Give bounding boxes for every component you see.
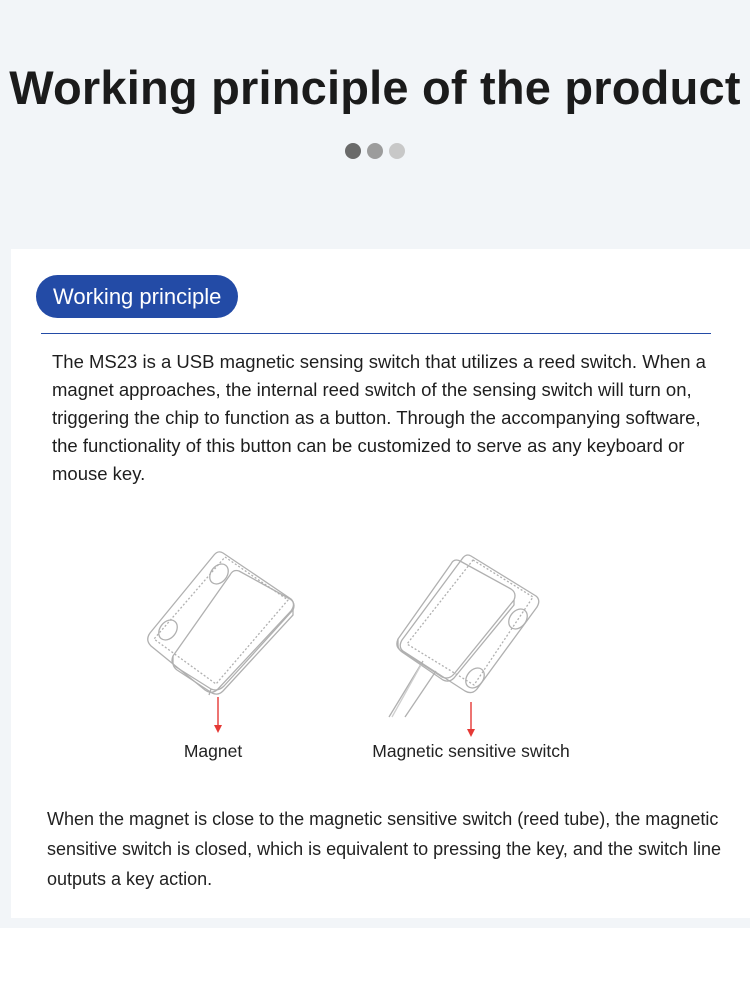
decorative-dots xyxy=(0,143,750,159)
magnet-label: Magnet xyxy=(183,741,243,761)
arrow-icon xyxy=(214,697,222,733)
switch-label: Magnetic sensitive switch xyxy=(372,741,570,761)
section-divider xyxy=(41,333,711,334)
page-title: Working principle of the product xyxy=(9,61,741,114)
dot-icon xyxy=(367,143,383,159)
content-card xyxy=(11,249,750,918)
dot-icon xyxy=(389,143,405,159)
product-illustration xyxy=(11,539,750,769)
explanation-text: When the magnet is close to the magnetic sensitive switch (reed tube), the magnetic sensitive switch is closed, which is equivalent to pressing the key, and the switch line outputs a key action. xyxy=(47,809,721,889)
switch-drawing xyxy=(389,555,539,717)
section-badge: Working principle xyxy=(36,275,238,318)
arrow-icon xyxy=(467,702,475,737)
description-text: The MS23 is a USB magnetic sensing switch that utilizes a reed switch. When a magnet approaches, the internal reed switch of the sensing switch will turn on, triggering the chip to function as a button. Through the accompanying software, the functionality of this button can be customized to serve as any keyboard or mouse key. xyxy=(52,351,706,484)
magnet-drawing xyxy=(148,552,294,695)
dot-icon xyxy=(345,143,361,159)
